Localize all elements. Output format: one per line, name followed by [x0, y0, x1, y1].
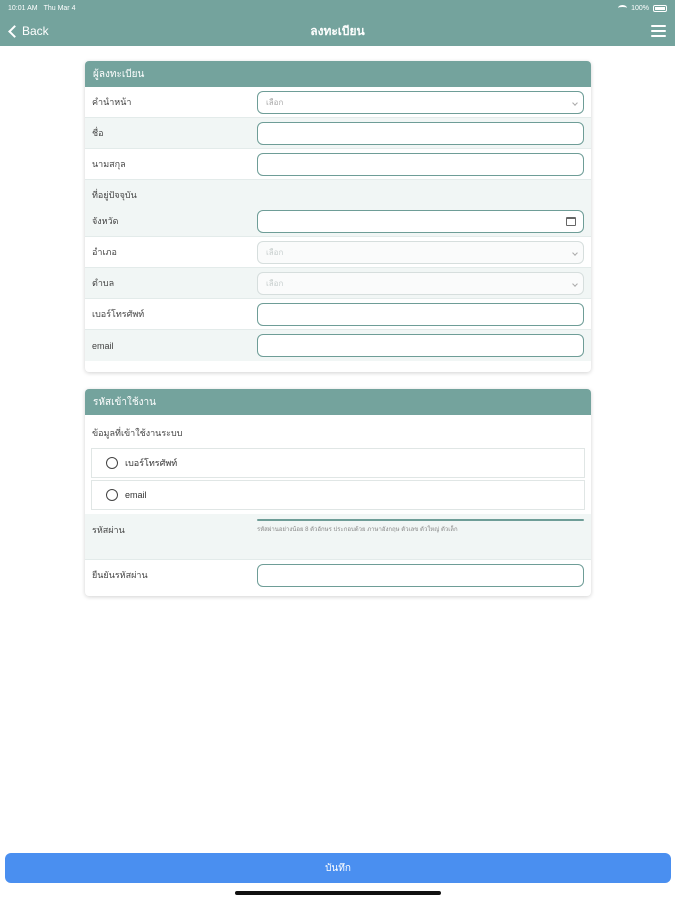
phone-label: เบอร์โทรศัพท์ [92, 309, 145, 319]
wifi-icon [618, 5, 627, 11]
province-row [85, 206, 591, 237]
back-button[interactable] [0, 24, 49, 38]
phone-row [85, 299, 591, 330]
password-input[interactable] [257, 519, 584, 521]
confirm-password-input[interactable] [257, 564, 584, 587]
password-hint: รหัสผ่านอย่างน้อย 8 ตัวอักษร ประกอบด้วย ภาษาอังกฤษ ตัวเลข ตัวใหญ่ ตัวเล็ก [257, 527, 458, 533]
radio-option-phone[interactable] [91, 448, 585, 478]
chevron-down-icon [572, 281, 578, 287]
login-card-header: รหัสเข้าใช้งาน [85, 389, 591, 415]
address-heading: ที่อยู่ปัจจุบัน [85, 180, 591, 206]
status-time: 10:01 AM [8, 4, 38, 12]
chevron-down-icon [572, 100, 578, 106]
subdistrict-label: ตำบล [92, 278, 115, 288]
battery-icon [653, 5, 667, 12]
district-select[interactable] [257, 241, 584, 264]
firstname-row [85, 118, 591, 149]
email-row [85, 330, 591, 361]
subdistrict-select[interactable] [257, 272, 584, 295]
page-title: ลงทะเบียน [310, 23, 365, 38]
nav-bar [0, 16, 675, 46]
subdistrict-row [85, 268, 591, 299]
radio-option-email-label: email [125, 490, 147, 500]
chevron-down-icon [572, 250, 578, 256]
district-select-value: เลือก [266, 247, 284, 257]
district-label: อำเภอ [92, 247, 117, 257]
firstname-label: ชื่อ [92, 128, 104, 138]
status-bar [0, 0, 675, 16]
firstname-input[interactable] [257, 122, 584, 145]
radio-option-phone-label: เบอร์โทรศัพท์ [125, 458, 178, 468]
save-button[interactable]: บันทึก [5, 853, 671, 883]
password-label: รหัสผ่าน [92, 525, 125, 535]
back-label: Back [22, 24, 49, 38]
lastname-label: นามสกุล [92, 159, 126, 169]
password-row [85, 514, 591, 560]
province-picker[interactable] [257, 210, 584, 233]
phone-input[interactable] [257, 303, 584, 326]
email-label: email [92, 340, 114, 351]
registrant-card [85, 61, 591, 372]
title-select[interactable] [257, 91, 584, 114]
radio-button[interactable] [106, 489, 118, 501]
confirm-password-row [85, 560, 591, 590]
title-label: คำนำหน้า [92, 97, 132, 107]
lastname-input[interactable] [257, 153, 584, 176]
login-card [85, 389, 591, 596]
title-row [85, 87, 591, 118]
radio-option-email[interactable] [91, 480, 585, 510]
battery-percent: 100% [631, 4, 649, 12]
home-indicator [235, 891, 441, 895]
subdistrict-select-value: เลือก [266, 278, 284, 288]
province-label: จังหวัด [92, 216, 119, 226]
chevron-left-icon [8, 25, 21, 38]
login-subheading: ข้อมูลที่เข้าใช้งานระบบ [92, 428, 183, 438]
district-row [85, 237, 591, 268]
registrant-card-header: ผู้ลงทะเบียน [85, 61, 591, 87]
title-select-value: เลือก [266, 97, 284, 107]
email-input[interactable] [257, 334, 584, 357]
radio-button[interactable] [106, 457, 118, 469]
lastname-row [85, 149, 591, 180]
confirm-password-label: ยืนยันรหัสผ่าน [92, 570, 148, 580]
hamburger-menu-icon[interactable] [651, 25, 666, 37]
calendar-icon [566, 217, 576, 226]
status-date: Thu Mar 4 [43, 4, 76, 12]
